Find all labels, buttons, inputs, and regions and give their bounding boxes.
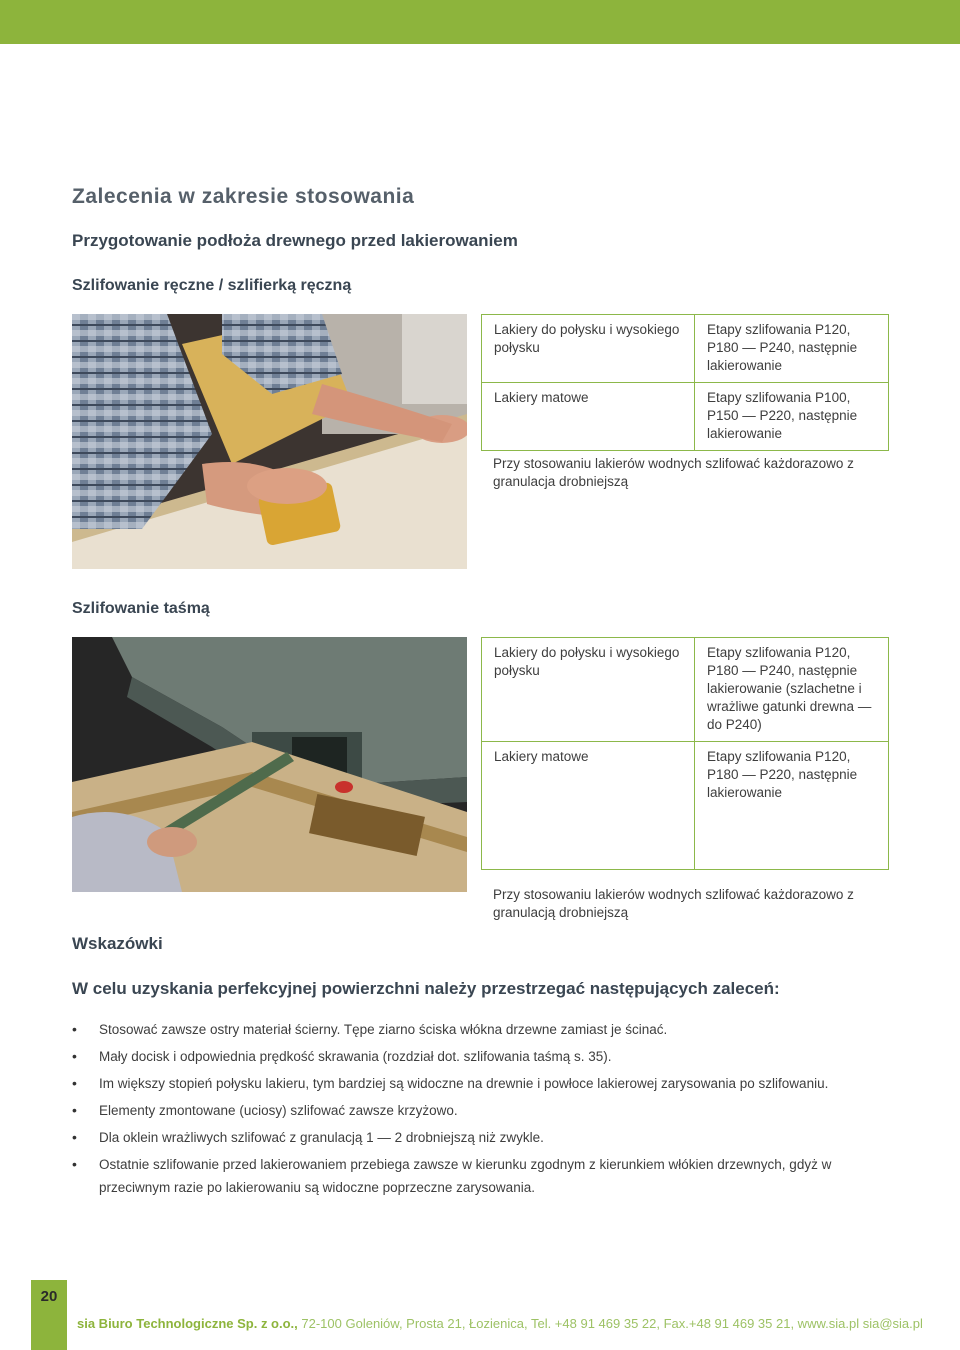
list-item: • Elementy zmontowane (uciosy) szlifować zawsze krzyżowo. [72, 1099, 892, 1122]
table-cell-label: Lakiery do połysku i wysokiego połysku [482, 638, 695, 742]
belt-sanding-table [481, 637, 889, 870]
list-item: • Im większy stopień połysku lakieru, tym bardziej są widoczne na drewnie i powłoce lakierowej zarysowania po szlifowaniu. [72, 1072, 892, 1095]
bullet-icon: • [72, 1102, 77, 1118]
footer-address[interactable]: 72-100 Goleniów, Prosta 21, Łozienica, Tel. +48 91 469 35 22, Fax.+48 91 469 35 21, www.sia.pl sia@sia.pl [297, 1316, 923, 1331]
belt-sanding-photo [72, 637, 467, 892]
table-row [482, 638, 889, 742]
hand-sanding-note: Przy stosowaniu lakierów wodnych szlifować każdorazowo z granulacja drobniejszą [493, 456, 854, 489]
tips-title: Wskazówki [72, 934, 163, 953]
list-item: • Mały docisk i odpowiednia prędkość skrawania (rozdział dot. szlifowania taśmą s. 35). [72, 1045, 892, 1068]
table-cell-value: Etapy szlifowania P120, P180 — P240, następnie lakierowanie [695, 315, 889, 383]
list-item: • Stosować zawsze ostry materiał ścierny. Tępe ziarno ściska włókna drzewne zamiast je ścinać. [72, 1018, 892, 1041]
tips-lead: W celu uzyskania perfekcyjnej powierzchni należy przestrzegać następujących zaleceń: [72, 979, 780, 998]
bullet-icon: • [72, 1048, 77, 1064]
page-heading: Zalecenia w zakresie stosowania [72, 185, 415, 208]
bullet-icon: • [72, 1129, 77, 1145]
table-row [482, 315, 889, 383]
table-cell-label: Lakiery do połysku i wysokiego połysku [482, 315, 695, 383]
hand-sanding-photo [72, 314, 467, 569]
bullet-icon: • [72, 1075, 77, 1091]
list-item: • Ostatnie szlifowanie przed lakierowaniem przebiega zawsze w kierunku zgodnym z kierunkiem włókien drzewnych, gdyż w przeciwnym razie po lakierowaniu są widoczne poprzeczne zarysowania. [72, 1153, 892, 1199]
footer-contact [77, 1316, 923, 1331]
hand-sanding-table [481, 314, 889, 451]
footer-company: sia Biuro Technologiczne Sp. z o.o., [77, 1316, 298, 1331]
table-cell-value: Etapy szlifowania P120, P180 — P220, następnie lakierowanie [695, 742, 889, 870]
page-number: 20 [40, 1288, 58, 1305]
table-cell-value: Etapy szlifowania P100, P150 — P220, następnie lakierowanie [695, 383, 889, 451]
table-cell-label: Lakiery matowe [482, 383, 695, 451]
belt-sanding-note: Przy stosowaniu lakierów wodnych szlifować każdorazowo z granulacją drobniejszą [493, 887, 854, 920]
section-belt-title: Szlifowanie taśmą [72, 600, 210, 617]
table-row [482, 742, 889, 870]
table-cell-label: Lakiery matowe [482, 742, 695, 870]
table-cell-value: Etapy szlifowania P120, P180 — P240, następnie lakierowanie (szlachetne i wrażliwe gatunki drewna — do P240) [695, 638, 889, 742]
top-accent-bar [0, 0, 960, 44]
bullet-icon: • [72, 1021, 77, 1037]
list-item: • Dla oklein wrażliwych szlifować z granulacją 1 — 2 drobniejszą niż zwykle. [72, 1126, 892, 1149]
bullet-icon: • [72, 1156, 77, 1172]
tips-list [72, 1018, 892, 1203]
page-number-box [31, 1280, 67, 1350]
section-hand-title: Szlifowanie ręczne / szlifierką ręczną [72, 277, 352, 294]
table-row [482, 383, 889, 451]
page-subheading: Przygotowanie podłoża drewnego przed lakierowaniem [72, 231, 518, 250]
